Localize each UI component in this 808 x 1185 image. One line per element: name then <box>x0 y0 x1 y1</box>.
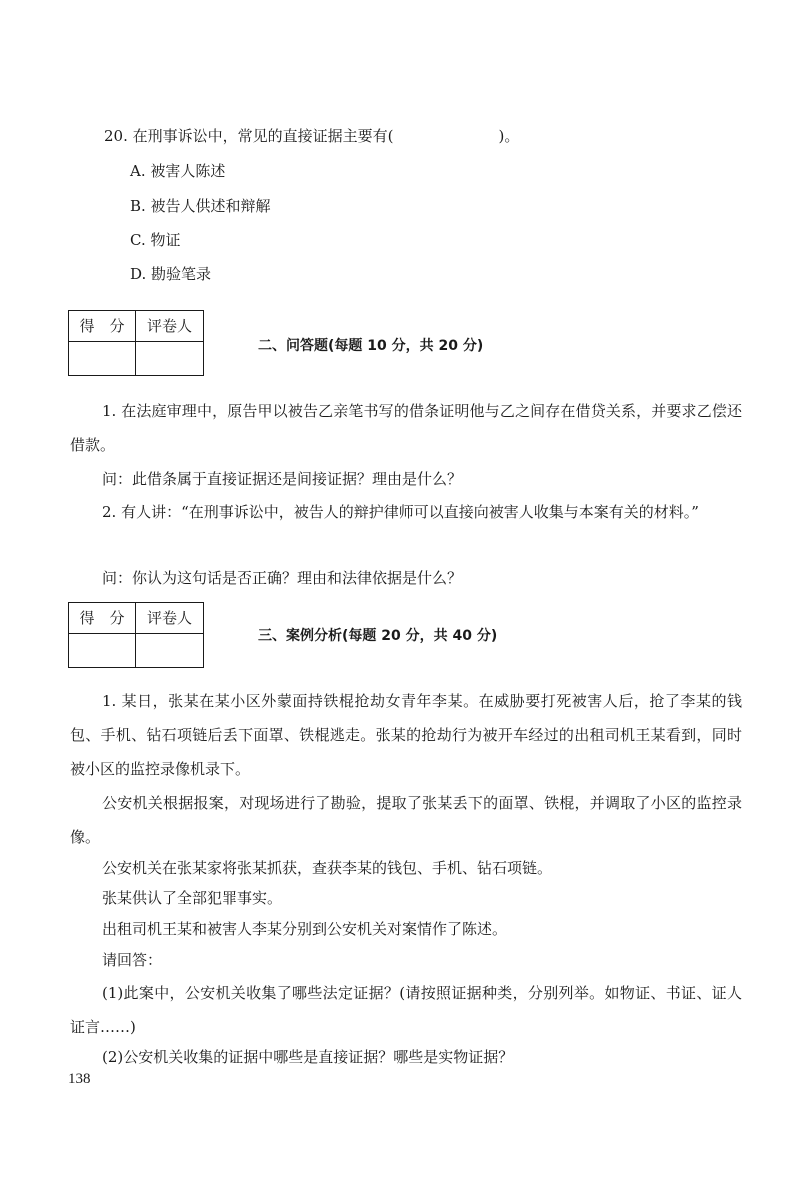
grader-header: 评卷人 <box>136 311 204 342</box>
q20-option-d: D. 勘验笔录 <box>130 265 212 283</box>
section3-case-paragraph: 出租司机王某和被害人李某分别到公安机关对案情作了陈述。 <box>102 920 508 938</box>
grader-cell <box>136 634 204 668</box>
q20-stem: 20. 在刑事诉讼中，常见的直接证据主要有( )。 <box>104 127 520 145</box>
score-cell <box>69 634 136 668</box>
q20-option-a: A. 被害人陈述 <box>130 162 226 180</box>
section3-case-paragraph: 张某供认了全部犯罪事实。 <box>102 889 283 907</box>
score-header: 得 分 <box>69 603 136 634</box>
section3-case-paragraph: 公安机关根据报案，对现场进行了勘验，提取了张某丢下的面罩、铁棍，并调取了小区的监控录像。 <box>70 794 742 846</box>
section3-case-paragraph: 公安机关在张某家将张某抓获，查获李某的钱包、手机、钻石项链。 <box>102 859 553 877</box>
section2-q2-text: 2. 有人讲：“在刑事诉讼中，被告人的辩护律师可以直接向被害人收集与本案有关的材料。” <box>102 503 699 521</box>
page-number: 138 <box>68 1071 91 1087</box>
section2-title: 二、问答题(每题 10 分，共 20 分) <box>258 338 484 354</box>
section2-q1-ask: 问：此借条属于直接证据还是间接证据？理由是什么？ <box>102 470 463 488</box>
score-cell <box>69 342 136 376</box>
score-header: 得 分 <box>69 311 136 342</box>
section3-question-1: (1)此案中，公安机关收集了哪些法定证据？(请按照证据种类，分别列举。如物证、书证、证人证言……) <box>70 984 742 1036</box>
grader-cell <box>136 342 204 376</box>
q20-option-b: B. 被告人供述和辩解 <box>130 197 271 215</box>
section2-q1-text: 1. 在法庭审理中，原告甲以被告乙亲笔书写的借条证明他与乙之间存在借贷关系，并要求乙偿还借款。 <box>70 402 742 454</box>
score-table <box>68 602 204 668</box>
section3-question-2: (2)公安机关收集的证据中哪些是直接证据？哪些是实物证据？ <box>102 1048 514 1066</box>
grader-header: 评卷人 <box>136 603 204 634</box>
section3-prompt: 请回答： <box>102 951 163 969</box>
q20-option-c: C. 物证 <box>130 231 181 249</box>
section2-q2-ask: 问：你认为这句话是否正确？理由和法律依据是什么？ <box>102 569 463 587</box>
section3-case-paragraph: 1. 某日，张某在某小区外蒙面持铁棍抢劫女青年李某。在威胁要打死被害人后，抢了李某的钱包、手机、钻石项链后丢下面罩、铁棍逃走。张某的抢劫行为被开车经过的出租司机王某看到，同时被小区的监控录像机录下。 <box>70 692 742 778</box>
score-table <box>68 310 204 376</box>
section3-title: 三、案例分析(每题 20 分，共 40 分) <box>258 628 498 644</box>
